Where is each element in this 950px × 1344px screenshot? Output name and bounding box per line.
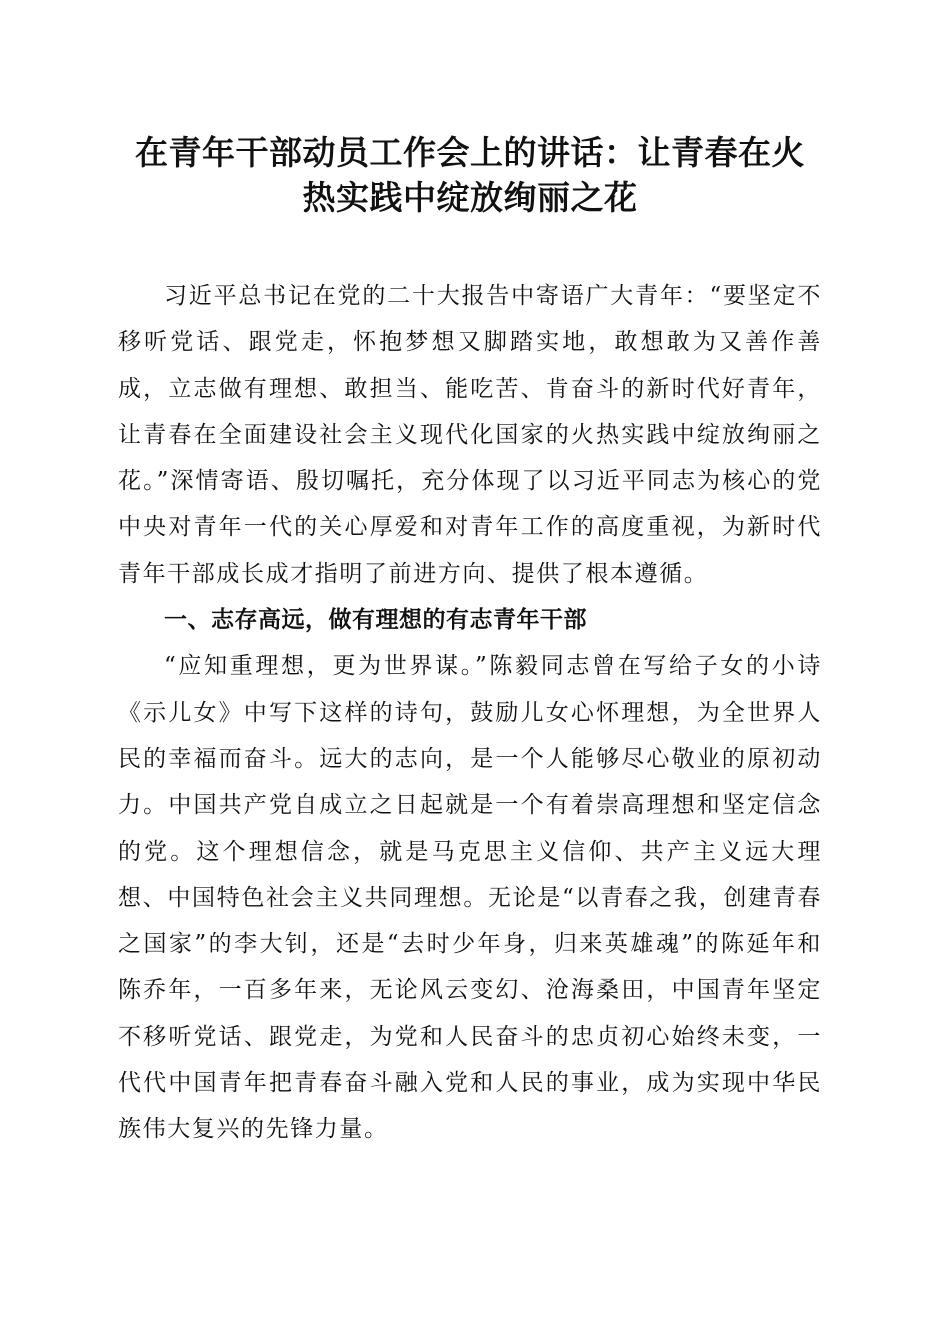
title-line-1: 在青年干部动员工作会上的讲话：让青春在火 bbox=[135, 133, 805, 172]
title-line-2: 热实践中绽放绚丽之花 bbox=[302, 178, 638, 217]
document-title bbox=[118, 130, 822, 220]
document-body bbox=[118, 273, 822, 1153]
section-1-paragraph: “应知重理想，更为世界谋。”陈毅同志曾在写给子女的小诗《示儿女》中写下这样的诗句，鼓励儿女心怀理想，为全世界人民的幸福而奋斗。远大的志向，是一个人能够尽心敬业的原初动力。中国共产党自成立之日起就是一个有着崇高理想和坚定信念的党。这个理想信念，就是马克思主义信仰、共产主义远大理想、中国特色社会主义共同理想。无论是“以青春之我，创建青春之国家”的李大钊，还是“去时少年身，归来英雄魂”的陈延年和陈乔年，一百多年来，无论风云变幻、沧海桑田，中国青年坚定不移听党话、跟党走，为党和人民奋斗的忠贞初心始终未变，一代代中国青年把青春奋斗融入党和人民的事业，成为实现中华民族伟大复兴的先锋力量。 bbox=[118, 653, 822, 1143]
section-heading-1: 一、志存高远，做有理想的有志青年干部 bbox=[164, 607, 587, 634]
document-page bbox=[118, 130, 822, 1153]
intro-paragraph: 习近平总书记在党的二十大报告中寄语广大青年：“要坚定不移听党话、跟党走，怀抱梦想又脚踏实地，敢想敢为又善作善成，立志做有理想、敢担当、能吃苦、肯奋斗的新时代好青年，让青春在全面建设社会主义现代化国家的火热实践中绽放绚丽之花。”深情寄语、殷切嘱托，充分体现了以习近平同志为核心的党中央对青年一代的关心厚爱和对青年工作的高度重视，为新时代青年干部成长成才指明了前进方向、提供了根本遵循。 bbox=[118, 283, 822, 587]
